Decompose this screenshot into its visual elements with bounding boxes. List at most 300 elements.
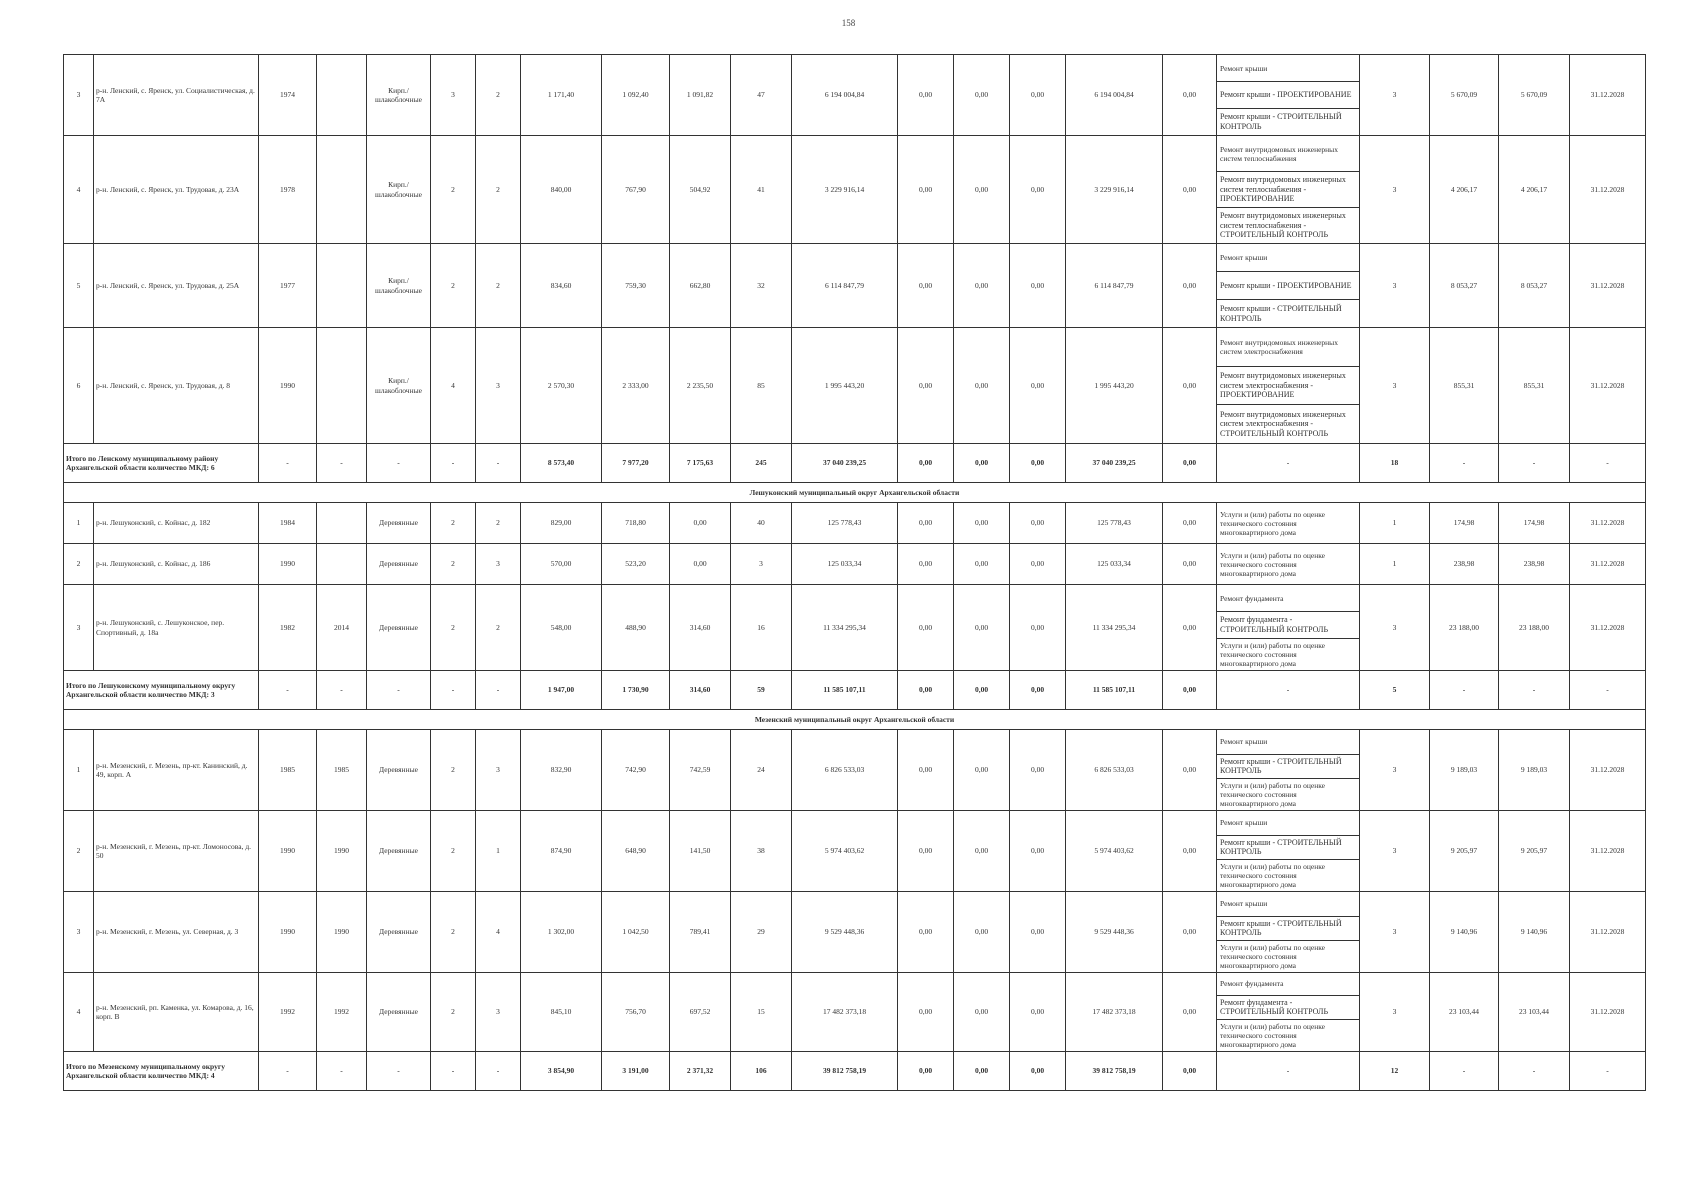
works-cell (1217, 55, 1360, 136)
regional-budget-cell: 0,00 (954, 730, 1010, 811)
summary-fund-cell: 0,00 (898, 1052, 954, 1091)
entrances-cell: 3 (476, 730, 521, 811)
address-cell: р-н. Ленский, с. Яренск, ул. Трудовая, д. 23А (94, 136, 259, 244)
total-area-cell: 2 570,30 (521, 328, 602, 444)
year-repair-cell (317, 544, 367, 585)
entrances-cell: 3 (476, 973, 521, 1052)
dash-cell: - (1499, 1052, 1570, 1091)
works-cell (1217, 328, 1360, 444)
dash-cell: - (1430, 444, 1499, 483)
dash-cell: - (1499, 444, 1570, 483)
work-item: Ремонт крыши - СТРОИТЕЛЬНЫЙ КОНТРОЛЬ (1217, 755, 1359, 780)
year-repair-cell (317, 136, 367, 244)
floors-cell: 2 (431, 244, 476, 328)
limit-cost-cell: 4 206,17 (1499, 136, 1570, 244)
deadline-cell: 31.12.2028 (1570, 544, 1646, 585)
table-row (64, 585, 1646, 671)
year-repair-cell: 1990 (317, 811, 367, 892)
year-repair-cell (317, 55, 367, 136)
living-area-cell: 767,90 (602, 136, 670, 244)
owned-area-cell: 2 235,50 (670, 328, 731, 444)
owners-funds-cell: 11 334 295,34 (1066, 585, 1163, 671)
living-area-cell: 718,80 (602, 503, 670, 544)
dash-cell: - (1499, 671, 1570, 710)
row-number: 5 (64, 244, 94, 328)
summary-row (64, 671, 1646, 710)
owners-funds-cell: 125 778,43 (1066, 503, 1163, 544)
owners-funds-cell: 3 229 916,14 (1066, 136, 1163, 244)
living-area-cell: 756,70 (602, 973, 670, 1052)
entrances-cell: 2 (476, 244, 521, 328)
work-item: Ремонт крыши - СТРОИТЕЛЬНЫЙ КОНТРОЛЬ (1220, 112, 1342, 131)
works-list (1217, 730, 1359, 810)
works-cell (1217, 973, 1360, 1052)
regional-budget-cell: 0,00 (954, 328, 1010, 444)
municipal-budget-cell: 0,00 (1010, 328, 1066, 444)
other-funds-cell: 0,00 (1163, 730, 1217, 811)
work-count-cell: 3 (1360, 585, 1430, 671)
deadline-cell: 31.12.2028 (1570, 730, 1646, 811)
residents-cell: 85 (731, 328, 792, 444)
wall-material-cell: Кирп./ шлакоблочные (367, 136, 431, 244)
limit-cost-cell: 9 189,03 (1499, 730, 1570, 811)
work-item: Услуги и (или) работы по оценке технического состояния многоквартирного дома (1220, 550, 1325, 578)
work-item: Ремонт внутридомовых инженерных систем электроснабжения - СТРОИТЕЛЬНЫЙ КОНТРОЛЬ (1220, 409, 1346, 438)
summary-work-count-cell: 5 (1360, 671, 1430, 710)
living-area-cell: 1 042,50 (602, 892, 670, 973)
floors-cell: 2 (431, 892, 476, 973)
other-funds-cell: 0,00 (1163, 585, 1217, 671)
work-item: Ремонт фундамента (1217, 973, 1359, 996)
residents-cell: 38 (731, 811, 792, 892)
wall-material-cell: Деревянные (367, 544, 431, 585)
floors-cell: 4 (431, 328, 476, 444)
work-item: Услуги и (или) работы по оценке технического состояния многоквартирного дома (1220, 943, 1325, 970)
work-item: Ремонт внутридомовых инженерных систем электроснабжения - ПРОЕКТИРОВАНИЕ (1217, 367, 1359, 406)
row-number: 4 (64, 973, 94, 1052)
limit-cost-cell: 238,98 (1499, 544, 1570, 585)
works-list (1217, 811, 1359, 891)
limit-cost-cell: 8 053,27 (1499, 244, 1570, 328)
summary-other-cell: 0,00 (1163, 671, 1217, 710)
dash-cell: - (476, 444, 521, 483)
total-area-cell: 570,00 (521, 544, 602, 585)
living-area-cell: 648,90 (602, 811, 670, 892)
total-cost-cell: 11 334 295,34 (792, 585, 898, 671)
year-built-cell: 1990 (259, 328, 317, 444)
other-funds-cell: 0,00 (1163, 973, 1217, 1052)
summary-other-cell: 0,00 (1163, 1052, 1217, 1091)
dash-cell: - (431, 1052, 476, 1091)
dash-cell: - (317, 444, 367, 483)
work-item: Ремонт крыши - СТРОИТЕЛЬНЫЙ КОНТРОЛЬ (1217, 836, 1359, 861)
section-title: Лешуконский муниципальный округ Архангельской области (64, 483, 1646, 503)
total-area-cell: 834,60 (521, 244, 602, 328)
total-cost-cell: 17 482 373,18 (792, 973, 898, 1052)
year-built-cell: 1974 (259, 55, 317, 136)
residents-cell: 16 (731, 585, 792, 671)
municipal-budget-cell: 0,00 (1010, 55, 1066, 136)
works-cell (1217, 892, 1360, 973)
fund-cell: 0,00 (898, 892, 954, 973)
summary-area-total-cell: 3 854,90 (521, 1052, 602, 1091)
regional-budget-cell: 0,00 (954, 244, 1010, 328)
total-area-cell: 1 171,40 (521, 55, 602, 136)
floors-cell: 3 (431, 55, 476, 136)
summary-owners-cell: 39 812 758,19 (1066, 1052, 1163, 1091)
floors-cell: 2 (431, 585, 476, 671)
fund-cell: 0,00 (898, 973, 954, 1052)
table-row (64, 503, 1646, 544)
summary-area-living-cell: 7 977,20 (602, 444, 670, 483)
floors-cell: 2 (431, 503, 476, 544)
unit-cost-cell: 8 053,27 (1430, 244, 1499, 328)
summary-label: Итого по Лешуконскому муниципальному округу Архангельской области количество МКД: 3 (64, 671, 259, 710)
dash-cell: - (1570, 671, 1646, 710)
other-funds-cell: 0,00 (1163, 811, 1217, 892)
total-cost-cell: 3 229 916,14 (792, 136, 898, 244)
owners-funds-cell: 1 995 443,20 (1066, 328, 1163, 444)
dash-cell: - (367, 671, 431, 710)
living-area-cell: 759,30 (602, 244, 670, 328)
summary-budget-mun-cell: 0,00 (1010, 671, 1066, 710)
entrances-cell: 2 (476, 503, 521, 544)
owned-area-cell: 141,50 (670, 811, 731, 892)
work-count-cell: 3 (1360, 244, 1430, 328)
dash-cell: - (476, 671, 521, 710)
summary-budget-reg-cell: 0,00 (954, 444, 1010, 483)
other-funds-cell: 0,00 (1163, 544, 1217, 585)
total-cost-cell: 6 194 004,84 (792, 55, 898, 136)
work-item: Услуги и (или) работы по оценке технического состояния многоквартирного дома (1220, 862, 1325, 889)
works-cell (1217, 244, 1360, 328)
work-item: Ремонт внутридомовых инженерных систем теплоснабжения (1217, 136, 1359, 172)
summary-residents-cell: 59 (731, 671, 792, 710)
total-cost-cell: 6 114 847,79 (792, 244, 898, 328)
summary-area-living-cell: 1 730,90 (602, 671, 670, 710)
table-row (64, 811, 1646, 892)
dash-cell: - (317, 1052, 367, 1091)
regional-budget-cell: 0,00 (954, 892, 1010, 973)
summary-label: Итого по Мезенскому муниципальному округу Архангельской области количество МКД: 4 (64, 1052, 259, 1091)
fund-cell: 0,00 (898, 136, 954, 244)
owned-area-cell: 314,60 (670, 585, 731, 671)
year-built-cell: 1990 (259, 892, 317, 973)
limit-cost-cell: 5 670,09 (1499, 55, 1570, 136)
living-area-cell: 523,20 (602, 544, 670, 585)
unit-cost-cell: 9 189,03 (1430, 730, 1499, 811)
year-built-cell: 1985 (259, 730, 317, 811)
summary-cost-total-cell: 11 585 107,11 (792, 671, 898, 710)
summary-residents-cell: 106 (731, 1052, 792, 1091)
regional-budget-cell: 0,00 (954, 811, 1010, 892)
table-row (64, 730, 1646, 811)
work-item: Ремонт крыши (1217, 892, 1359, 917)
fund-cell: 0,00 (898, 585, 954, 671)
capital-repair-table (63, 54, 1646, 1091)
work-item: Услуги и (или) работы по оценке технического состояния многоквартирного дома (1220, 781, 1325, 808)
municipal-budget-cell: 0,00 (1010, 503, 1066, 544)
dash-cell: - (259, 1052, 317, 1091)
year-repair-cell: 2014 (317, 585, 367, 671)
entrances-cell: 3 (476, 328, 521, 444)
summary-area-owned-cell: 2 371,32 (670, 1052, 731, 1091)
work-item: Ремонт крыши - СТРОИТЕЛЬНЫЙ КОНТРОЛЬ (1217, 917, 1359, 942)
works-list (1217, 892, 1359, 972)
summary-budget-mun-cell: 0,00 (1010, 1052, 1066, 1091)
owned-area-cell: 504,92 (670, 136, 731, 244)
limit-cost-cell: 23 103,44 (1499, 973, 1570, 1052)
total-cost-cell: 1 995 443,20 (792, 328, 898, 444)
residents-cell: 15 (731, 973, 792, 1052)
works-list (1217, 585, 1359, 670)
work-count-cell: 3 (1360, 328, 1430, 444)
summary-fund-cell: 0,00 (898, 671, 954, 710)
dash-cell: - (1217, 444, 1360, 483)
summary-cost-total-cell: 37 040 239,25 (792, 444, 898, 483)
deadline-cell: 31.12.2028 (1570, 811, 1646, 892)
works-cell (1217, 585, 1360, 671)
work-item: Ремонт крыши (1217, 244, 1359, 272)
deadline-cell: 31.12.2028 (1570, 136, 1646, 244)
address-cell: р-н. Ленский, с. Яренск, ул. Трудовая, д. 25А (94, 244, 259, 328)
works-list (1217, 544, 1359, 584)
living-area-cell: 1 092,40 (602, 55, 670, 136)
deadline-cell: 31.12.2028 (1570, 328, 1646, 444)
dash-cell: - (476, 1052, 521, 1091)
unit-cost-cell: 855,31 (1430, 328, 1499, 444)
work-item: Услуги и (или) работы по оценке технического состояния многоквартирного дома (1220, 1022, 1325, 1049)
summary-other-cell: 0,00 (1163, 444, 1217, 483)
other-funds-cell: 0,00 (1163, 244, 1217, 328)
dash-cell: - (367, 1052, 431, 1091)
summary-area-living-cell: 3 191,00 (602, 1052, 670, 1091)
total-cost-cell: 5 974 403,62 (792, 811, 898, 892)
unit-cost-cell: 9 140,96 (1430, 892, 1499, 973)
dash-cell: - (259, 671, 317, 710)
works-cell (1217, 136, 1360, 244)
row-number: 3 (64, 892, 94, 973)
total-area-cell: 874,90 (521, 811, 602, 892)
fund-cell: 0,00 (898, 730, 954, 811)
page-number: 158 (841, 18, 856, 28)
limit-cost-cell: 23 188,00 (1499, 585, 1570, 671)
address-cell: р-н. Мезенский, рп. Каменка, ул. Комарова, д. 16, корп. В (94, 973, 259, 1052)
living-area-cell: 488,90 (602, 585, 670, 671)
summary-row (64, 444, 1646, 483)
residents-cell: 3 (731, 544, 792, 585)
owners-funds-cell: 6 826 533,03 (1066, 730, 1163, 811)
summary-cost-total-cell: 39 812 758,19 (792, 1052, 898, 1091)
residents-cell: 29 (731, 892, 792, 973)
entrances-cell: 1 (476, 811, 521, 892)
unit-cost-cell: 174,98 (1430, 503, 1499, 544)
entrances-cell: 2 (476, 136, 521, 244)
total-cost-cell: 125 033,34 (792, 544, 898, 585)
summary-area-total-cell: 1 947,00 (521, 671, 602, 710)
table-row (64, 328, 1646, 444)
owned-area-cell: 0,00 (670, 544, 731, 585)
municipal-budget-cell: 0,00 (1010, 136, 1066, 244)
limit-cost-cell: 9 140,96 (1499, 892, 1570, 973)
other-funds-cell: 0,00 (1163, 503, 1217, 544)
work-item: Ремонт крыши (1217, 730, 1359, 755)
living-area-cell: 742,90 (602, 730, 670, 811)
table-row (64, 55, 1646, 136)
owned-area-cell: 662,80 (670, 244, 731, 328)
work-count-cell: 3 (1360, 811, 1430, 892)
table-row (64, 136, 1646, 244)
table-row (64, 244, 1646, 328)
works-list (1217, 503, 1359, 543)
dash-cell: - (1217, 671, 1360, 710)
municipal-budget-cell: 0,00 (1010, 811, 1066, 892)
other-funds-cell: 0,00 (1163, 328, 1217, 444)
unit-cost-cell: 238,98 (1430, 544, 1499, 585)
owners-funds-cell: 17 482 373,18 (1066, 973, 1163, 1052)
fund-cell: 0,00 (898, 544, 954, 585)
year-repair-cell (317, 503, 367, 544)
section-header-row (64, 710, 1646, 730)
owners-funds-cell: 9 529 448,36 (1066, 892, 1163, 973)
works-list (1217, 328, 1359, 443)
work-item: Ремонт фундамента - СТРОИТЕЛЬНЫЙ КОНТРОЛЬ (1217, 612, 1359, 639)
works-list (1217, 244, 1359, 327)
regional-budget-cell: 0,00 (954, 136, 1010, 244)
municipal-budget-cell: 0,00 (1010, 973, 1066, 1052)
owners-funds-cell: 5 974 403,62 (1066, 811, 1163, 892)
municipal-budget-cell: 0,00 (1010, 730, 1066, 811)
dash-cell: - (317, 671, 367, 710)
floors-cell: 2 (431, 544, 476, 585)
other-funds-cell: 0,00 (1163, 136, 1217, 244)
year-repair-cell (317, 244, 367, 328)
work-count-cell: 3 (1360, 892, 1430, 973)
total-area-cell: 845,10 (521, 973, 602, 1052)
row-number: 2 (64, 811, 94, 892)
municipal-budget-cell: 0,00 (1010, 244, 1066, 328)
work-item: Ремонт крыши - ПРОЕКТИРОВАНИЕ (1217, 82, 1359, 109)
row-number: 2 (64, 544, 94, 585)
work-item: Ремонт крыши - СТРОИТЕЛЬНЫЙ КОНТРОЛЬ (1220, 303, 1342, 323)
address-cell: р-н. Лешуконский, с. Койнас, д. 182 (94, 503, 259, 544)
address-cell: р-н. Ленский, с. Яренск, ул. Социалистическая, д. 7А (94, 55, 259, 136)
summary-area-owned-cell: 7 175,63 (670, 444, 731, 483)
total-cost-cell: 6 826 533,03 (792, 730, 898, 811)
regional-budget-cell: 0,00 (954, 55, 1010, 136)
dash-cell: - (1217, 1052, 1360, 1091)
summary-area-owned-cell: 314,60 (670, 671, 731, 710)
owned-area-cell: 1 091,82 (670, 55, 731, 136)
owned-area-cell: 742,59 (670, 730, 731, 811)
wall-material-cell: Деревянные (367, 730, 431, 811)
wall-material-cell: Деревянные (367, 585, 431, 671)
wall-material-cell: Деревянные (367, 503, 431, 544)
fund-cell: 0,00 (898, 328, 954, 444)
table-row (64, 892, 1646, 973)
year-built-cell: 1990 (259, 811, 317, 892)
total-area-cell: 832,90 (521, 730, 602, 811)
dash-cell: - (259, 444, 317, 483)
regional-budget-cell: 0,00 (954, 585, 1010, 671)
work-count-cell: 1 (1360, 503, 1430, 544)
year-repair-cell: 1985 (317, 730, 367, 811)
dash-cell: - (1430, 671, 1499, 710)
limit-cost-cell: 855,31 (1499, 328, 1570, 444)
regional-budget-cell: 0,00 (954, 503, 1010, 544)
dash-cell: - (431, 671, 476, 710)
work-item: Услуги и (или) работы по оценке технического состояния многоквартирного дома (1220, 509, 1325, 537)
summary-label: Итого по Ленскому муниципальному району Архангельской области количество МКД: 6 (64, 444, 259, 483)
work-item: Ремонт фундамента (1217, 585, 1359, 612)
row-number: 6 (64, 328, 94, 444)
year-built-cell: 1977 (259, 244, 317, 328)
floors-cell: 2 (431, 811, 476, 892)
dash-cell: - (1430, 1052, 1499, 1091)
row-number: 1 (64, 503, 94, 544)
other-funds-cell: 0,00 (1163, 55, 1217, 136)
works-cell (1217, 503, 1360, 544)
deadline-cell: 31.12.2028 (1570, 244, 1646, 328)
section-header-row (64, 483, 1646, 503)
total-area-cell: 840,00 (521, 136, 602, 244)
work-item: Ремонт крыши (1217, 55, 1359, 82)
deadline-cell: 31.12.2028 (1570, 55, 1646, 136)
year-repair-cell (317, 328, 367, 444)
dash-cell: - (431, 444, 476, 483)
floors-cell: 2 (431, 973, 476, 1052)
work-count-cell: 3 (1360, 136, 1430, 244)
regional-budget-cell: 0,00 (954, 544, 1010, 585)
owners-funds-cell: 6 114 847,79 (1066, 244, 1163, 328)
floors-cell: 2 (431, 136, 476, 244)
total-cost-cell: 9 529 448,36 (792, 892, 898, 973)
entrances-cell: 2 (476, 55, 521, 136)
year-repair-cell: 1992 (317, 973, 367, 1052)
wall-material-cell: Кирп./ шлакоблочные (367, 244, 431, 328)
wall-material-cell: Деревянные (367, 892, 431, 973)
fund-cell: 0,00 (898, 55, 954, 136)
summary-budget-reg-cell: 0,00 (954, 1052, 1010, 1091)
row-number: 3 (64, 585, 94, 671)
other-funds-cell: 0,00 (1163, 892, 1217, 973)
year-built-cell: 1984 (259, 503, 317, 544)
total-area-cell: 829,00 (521, 503, 602, 544)
residents-cell: 32 (731, 244, 792, 328)
municipal-budget-cell: 0,00 (1010, 892, 1066, 973)
summary-row (64, 1052, 1646, 1091)
dash-cell: - (367, 444, 431, 483)
dash-cell: - (1570, 444, 1646, 483)
works-list (1217, 136, 1359, 243)
municipal-budget-cell: 0,00 (1010, 544, 1066, 585)
works-list (1217, 55, 1359, 135)
owned-area-cell: 697,52 (670, 973, 731, 1052)
works-cell (1217, 544, 1360, 585)
address-cell: р-н. Мезенский, г. Мезень, ул. Северная, д. 3 (94, 892, 259, 973)
limit-cost-cell: 174,98 (1499, 503, 1570, 544)
entrances-cell: 3 (476, 544, 521, 585)
unit-cost-cell: 4 206,17 (1430, 136, 1499, 244)
work-item: Ремонт внутридомовых инженерных систем электроснабжения (1217, 328, 1359, 367)
work-item: Ремонт внутридомовых инженерных систем теплоснабжения - СТРОИТЕЛЬНЫЙ КОНТРОЛЬ (1220, 211, 1346, 240)
work-item: Услуги и (или) работы по оценке технического состояния многоквартирного дома (1220, 641, 1325, 668)
row-number: 4 (64, 136, 94, 244)
owners-funds-cell: 125 033,34 (1066, 544, 1163, 585)
summary-fund-cell: 0,00 (898, 444, 954, 483)
works-list (1217, 973, 1359, 1051)
fund-cell: 0,00 (898, 244, 954, 328)
